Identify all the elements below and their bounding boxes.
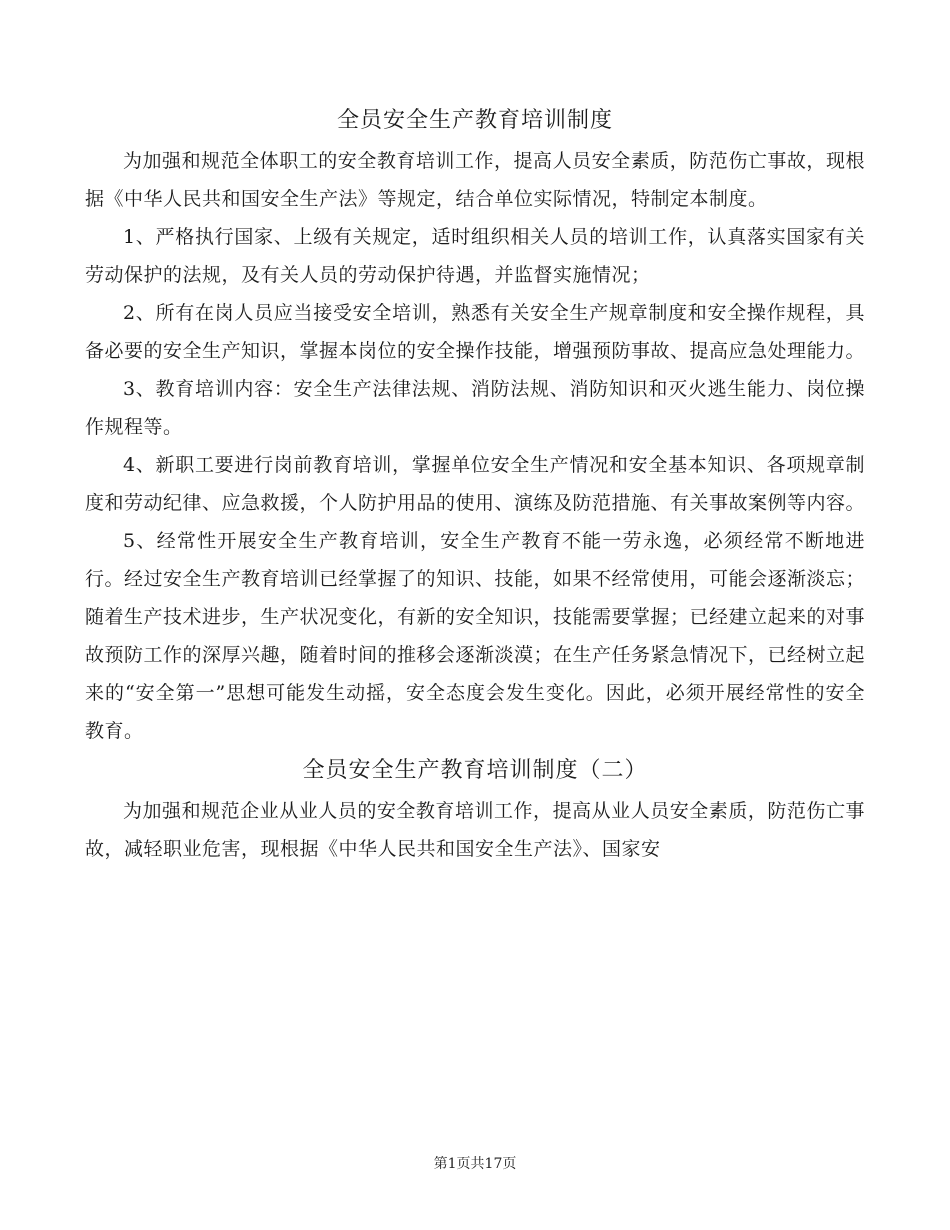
clause-3-paragraph: 3、教育培训内容：安全生产法律法规、消防法规、消防知识和灭火逃生能力、岗位操作规程等。 [85, 378, 865, 438]
page-number-footer: 第1页共17页 [433, 1156, 517, 1172]
second-intro-paragraph: 为加强和规范企业从业人员的安全教育培训工作，提高从业人员安全素质，防范伤亡事故，减轻职业危害，现根据《中华人民共和国安全生产法》、国家安 [85, 800, 865, 860]
document-title: 全员安全生产教育培训制度 [336, 108, 613, 133]
document-body [85, 100, 865, 868]
second-section-title: 全员安全生产教育培训制度（二） [302, 758, 648, 783]
clause-1-paragraph: 1、严格执行国家、上级有关规定，适时组织相关人员的培训工作，认真落实国家有关劳动保护的法规，及有关人员的劳动保护待遇，并监督实施情况； [85, 226, 865, 286]
intro-paragraph: 为加强和规范全体职工的安全教育培训工作，提高人员安全素质，防范伤亡事故，现根据《中华人民共和国安全生产法》等规定，结合单位实际情况，特制定本制度。 [85, 150, 865, 210]
clause-4-paragraph: 4、新职工要进行岗前教育培训，掌握单位安全生产情况和安全基本知识、各项规章制度和劳动纪律、应急救援，个人防护用品的使用、演练及防范措施、有关事故案例等内容。 [85, 454, 866, 514]
clause-5-paragraph: 5、经常性开展安全生产教育培训，安全生产教育不能一劳永逸，必须经常不断地进行。经过安全生产教育培训已经掌握了的知识、技能，如果不经常使用，可能会逐渐淡忘；随着生产技术进步，生产状况变化，有新的安全知识，技能需要掌握；已经建立起来的对事故预防工作的深厚兴趣，随着时间的推移会逐渐淡漠；在生产任务紧急情况下，已经树立起来的“安全第一”思想可能发生动摇，安全态度会发生变化。因此，必须开展经常性的安全教育。 [85, 530, 866, 742]
clause-2-paragraph: 2、所有在岗人员应当接受安全培训，熟悉有关安全生产规章制度和安全操作规程，具备必要的安全生产知识，掌握本岗位的安全操作技能，增强预防事故、提高应急处理能力。 [85, 302, 866, 362]
